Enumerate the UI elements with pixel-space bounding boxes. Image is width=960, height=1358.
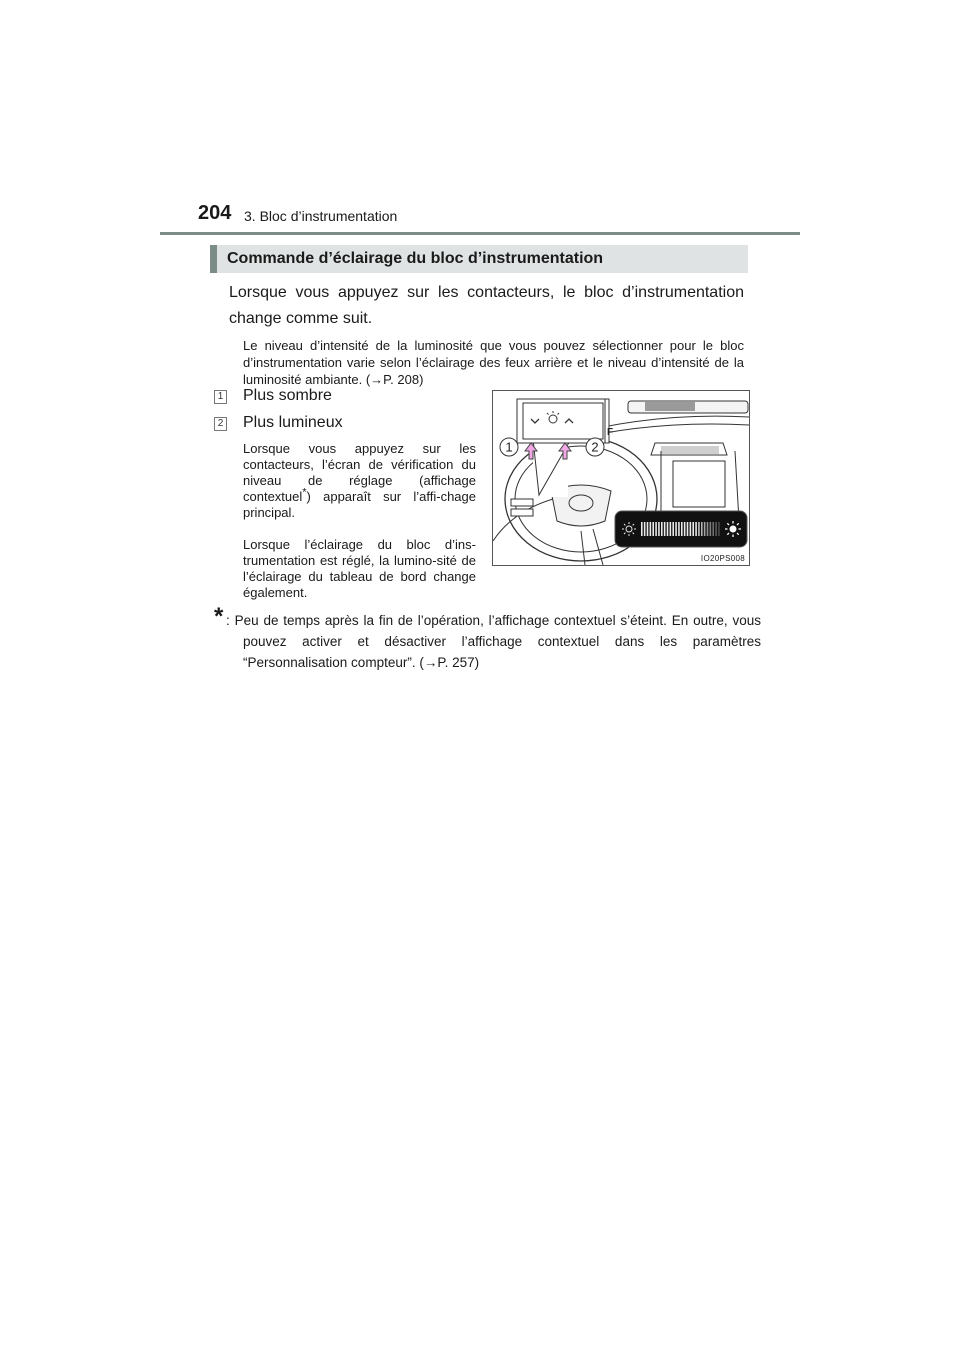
brightness-level-segment (652, 522, 654, 536)
brightness-level-segment (650, 522, 652, 536)
item-label-brighter: Plus lumineux (243, 414, 343, 431)
note-paragraph: Le niveau d’intensité de la luminosité que vous pouvez sélectionner pour le bloc d’instrumentation varie selon l’éclairage des feux arrière et le niveau d’intensité de la luminosité ambiante. (→P. 208) (243, 338, 744, 387)
brightness-level-segment (695, 522, 697, 536)
brightness-level-segment (692, 522, 694, 536)
brightness-level-segment (658, 522, 660, 536)
footnote-marker: * (214, 603, 224, 630)
page-number: 204 (198, 202, 232, 224)
section-heading-bar (210, 245, 748, 273)
chapter-title: 3. Bloc d’instrumentation (244, 208, 398, 224)
header-rule (160, 232, 800, 235)
brightness-level-segment (670, 522, 672, 536)
brightness-level-segment (704, 522, 706, 536)
item-label-darker: Plus sombre (243, 387, 332, 404)
brightness-level-segment (712, 522, 714, 536)
item-note-popup-text-b: ) apparaît sur l’affi-chage principal. (243, 489, 476, 520)
brightness-level-segment (707, 522, 709, 536)
brightness-level-segment (667, 522, 669, 536)
brightness-level-segment (701, 522, 703, 536)
brightness-level-segment (644, 522, 646, 536)
brightness-level-segment (655, 522, 657, 536)
intro-paragraph: Lorsque vous appuyez sur les contacteurs, le bloc d’instrumentation change comme suit. (229, 284, 744, 327)
popup-footnote-marker: * (302, 486, 307, 499)
brightness-level-segment (678, 522, 680, 536)
brightness-level-segment (687, 522, 689, 536)
brightness-level-segment (641, 522, 643, 536)
callout-number-2: 2 (591, 439, 599, 455)
dashboard-illustration (492, 390, 750, 566)
brightness-level-segment (647, 522, 649, 536)
brightness-level-segment (690, 522, 692, 536)
brightness-level-segment (710, 522, 712, 536)
brightness-level-segment (664, 522, 666, 536)
item-number-badge-2: 2 (214, 417, 227, 431)
brightness-level-segment (684, 522, 686, 536)
figure-code: IO20PS008 (700, 554, 745, 563)
brightness-level-segment (672, 522, 674, 536)
brightness-level-segment (661, 522, 663, 536)
brighter-sun-icon (725, 521, 741, 537)
dashboard-illustration-drawing (493, 391, 749, 565)
brightness-level-segment (715, 522, 717, 536)
item-note-popup-text-a: Lorsque vous appuyez sur les contacteurs, l’écran de vérification du niveau de réglage (affichage contextuel (243, 441, 476, 504)
footnote-text: : Peu de temps après la fin de l’opération, l’affichage contextuel s’éteint. En outre, vous pouvez activer et désactiver l’affichage contextuel dans les paramètres “Personnalisation compteur”. (→P. 257) (226, 613, 761, 670)
brightness-level-segment (681, 522, 683, 536)
brightness-level-segment (718, 522, 720, 536)
brightness-level-segment (698, 522, 700, 536)
callout-number-1: 1 (505, 439, 513, 455)
item-note-dashboard: Lorsque l’éclairage du bloc d’ins-trumentation est réglé, la lumino-sité de l’éclairage du tableau de bord change également. (243, 537, 476, 600)
item-number-badge-1: 1 (214, 390, 227, 404)
section-title: Commande d’éclairage du bloc d’instrumentation (227, 250, 604, 267)
bracket-label: F (607, 427, 614, 438)
brightness-level-segment (675, 522, 677, 536)
item-note-popup (243, 441, 476, 521)
